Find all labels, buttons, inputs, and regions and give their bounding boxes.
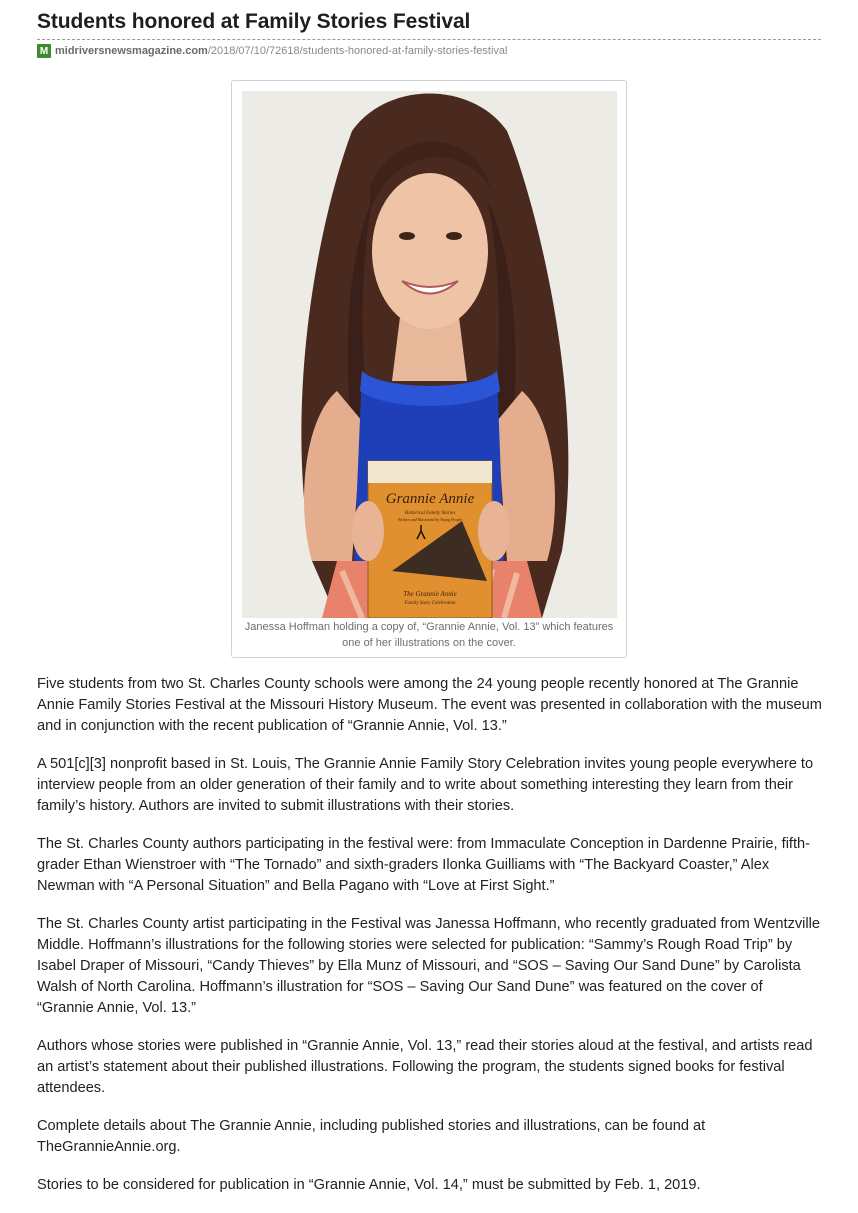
- book-subtitle-text: Historical Family Stories: [404, 511, 456, 516]
- book-credit-text: Written and Illustrated by Young People: [397, 517, 463, 522]
- paragraph: Complete details about The Grannie Annie, including published stories and illustrations, can be found at TheGrannieAnnie.org.: [37, 1118, 706, 1155]
- book-title-text: Grannie Annie: [385, 491, 475, 507]
- title-divider: [37, 39, 821, 40]
- source-line[interactable]: [37, 44, 507, 58]
- book-publisher-sub-text: Family Story Celebration: [404, 601, 456, 606]
- girl-holding-book-image: [242, 91, 617, 618]
- paragraph: Stories to be considered for publication in “Grannie Annie, Vol. 14,” must be submitted by Feb. 1, 2019.: [37, 1177, 701, 1193]
- paragraph: The St. Charles County artist participating in the Festival was Janessa Hoffmann, who recently graduated from Wentzville Middle. Hoffmann’s illustrations for the following stories were selected for publication: “Sammy’s Rough Road Trip” by Isabel Draper of Missouri, “Candy Thieves” by Ella Munz of Missouri, and “SOS – Saving Our Sand Dune” by Carolista Walsh of North Carolina. Hoffmann’s illustration for “SOS – Saving Our Sand Dune” was featured on the cover of “Grannie Annie, Vol. 13.”: [37, 916, 821, 1016]
- article-body: [37, 674, 823, 1213]
- book-publisher-text: The Grannie Annie: [403, 590, 457, 598]
- photo-figure: [231, 80, 627, 658]
- source-path[interactable]: /2018/07/10/72618/students-honored-at-family-stories-festival: [207, 45, 508, 57]
- article-title: Students honored at Family Stories Festival: [37, 10, 471, 33]
- paragraph: Authors whose stories were published in “Grannie Annie, Vol. 13,” read their stories aloud at the festival, and artists read an artist’s statement about their published illustrations. Following the program, the students signed books for festival attendees.: [37, 1038, 813, 1096]
- source-domain[interactable]: midriversnewsmagazine.com: [55, 45, 208, 57]
- paragraph: The St. Charles County authors participating in the festival were: from Immaculate Conception in Dardenne Prairie, fifth-grader Ethan Wienstroer with “The Tornado” and sixth-graders Ilonka Guilliams with “The Backyard Coaster,” Alex Newman with “A Personal Situation” and Bella Pagano with “Love at First Sight.”: [37, 836, 811, 894]
- photo-caption: Janessa Hoffman holding a copy of, “Grannie Annie, Vol. 13” which features one of her illustrations on the cover.: [244, 621, 614, 649]
- article-photo: [242, 91, 617, 618]
- site-favicon-icon: M: [37, 44, 51, 58]
- paragraph: A 501[c][3] nonprofit based in St. Louis, The Grannie Annie Family Story Celebration invites young people everywhere to interview people from an older generation of their family and to write about something interesting they learn from their family’s history. Authors are invited to submit illustrations with their stories.: [37, 756, 814, 814]
- paragraph: Five students from two St. Charles County schools were among the 24 young people recently honored at The Grannie Annie Family Stories Festival at the Missouri History Museum. The event was presented in collaboration with the museum and in conjunction with the recent publication of “Grannie Annie, Vol. 13.”: [37, 676, 822, 734]
